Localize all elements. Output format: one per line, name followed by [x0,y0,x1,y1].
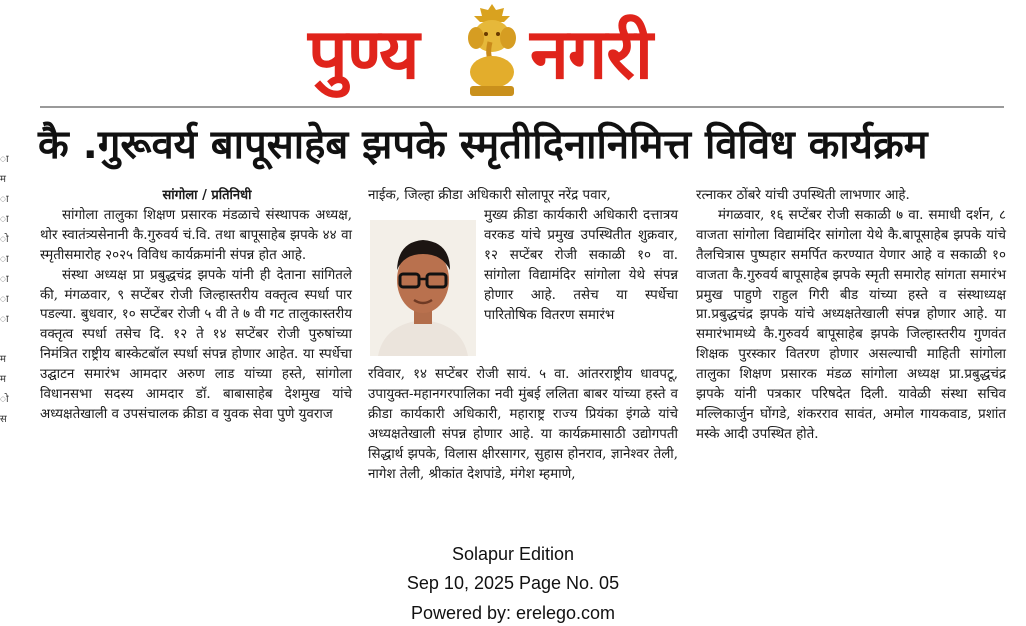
article-byline: सांगोला / प्रतिनिधी [162,188,252,203]
article-paragraph-2: संस्था अध्यक्ष प्रा प्रबुद्धचंद्र झपके यांनी ही देताना सांगितले की, मंगळवार, ९ सप्टेंबर रोजी जिल्हास्तरीय वक्तृत्व स्पर्धा पार पडल्या. बुधवार, १० सप्टेंबर रोजी ५ वी ते ७ वी गट तालुकास्तरीय वक्तृत्व स्पर्धा तसेच दि. १२ ते १४ सप्टेंबर रोजी पुरुषांच्या निमंत्रित राष्ट्रीय बास्केटबॉल स्पर्धा संपन्न होणार आहेत. या स्पर्धेचा उद्घाटन समारंभ आमदार अरुण लाड यांच्या हस्ते, सांगोला विधानसभा सदस्य आमदार डॉ. बाबासाहेब देशमुख यांचे अध्यक्षतेखाली व उपसंचालक क्रीडा व युवक सेवा पुणे युवराज [40,267,352,422]
adjacent-article-fragment: ो [0,394,9,405]
adjacent-article-fragment: ा [0,314,9,325]
article-column-3 [696,186,1006,445]
masthead-divider [40,106,1004,108]
article-column-2-first-line: नाईक, जिल्हा क्रीडा अधिकारी सोलापूर नरेंद्र पवार, [368,188,611,203]
adjacent-article-fragment [0,330,12,350]
article-column-1 [40,186,352,425]
article-column-2-beside-photo [484,206,678,325]
powered-by-link[interactable]: Powered by: erelego.com [410,603,616,623]
adjacent-article-fragment: म [0,354,6,365]
adjacent-article-fragment: म [0,374,6,385]
article-paragraph-1: सांगोला तालुका शिक्षण प्रसारक मंडळाचे संस्थापक अध्यक्ष, थोर स्वातंत्र्यसेनानी कै.गुरुवर्य चं.वि. तथा बापूसाहेब झपके ४४ वा स्मृतीसमारोह २०२५ विविध कार्यक्रमांनी संपन्न होत आहे. [40,207,352,263]
adjacent-article-fragment: ा [0,254,9,265]
adjacent-article-fragment: ा [0,214,9,225]
adjacent-article-fragment: ो [0,234,9,245]
article-column-2-bottom [368,365,678,484]
article-column-2-text: मुख्य क्रीडा कार्यकारी अधिकारी दत्तात्रय वरकड यांचे प्रमुख उपस्थितीत शुक्रवार, १२ सप्टेंबर रोजी सकाळी १० वा. सांगोला विद्यामंदिर सांगोला येथे संपन्न होणार आहे. तसेच या स्पर्धेचा पारितोषिक वितरण समारंभ [484,208,678,323]
adjacent-article-fragment: ा [0,294,9,305]
masthead [0,0,1026,108]
article-column-2-top [368,186,678,206]
adjacent-article-fragment: म [0,174,6,185]
portrait-photo [370,220,476,356]
portrait-image [370,220,476,356]
adjacent-article-strip [0,150,12,530]
article-paragraph-4: मंगळवार, १६ सप्टेंबर रोजी सकाळी ७ वा. समाधी दर्शन, ८ वाजता सांगोला विद्यामंदिर सांगोला येथे कै.बापूसाहेब झपके यांचे तैलचित्रास पुष्पहार समर्पित करण्यात येणार आहे व सकाळी १० वाजता कै.गुरुवर्य बापूसाहेब झपके स्मृती समारोह सांगता समारंभ प्रमुख पाहुणे राहुल गिरी बीड यांच्या हस्ते व संस्थाध्यक्ष प्रा.प्रबुद्धचंद्र झपके यांचे अध्यक्षतेखाली संपन्न होणार आहे. या समारंभामध्ये कै.गुरुवर्य बापूसाहेब झपके जिल्हास्तरीय गुणवंत शिक्षक पुरस्कार वितरण होणार असल्याची माहिती सांगोला तालुका शिक्षण प्रसारक मंडळ सांगोला अध्यक्ष प्रा.प्रबुद्धचंद्र झपके यांनी पत्रकार परिषदेत दिली. यावेळी संस्था सचिव मल्लिकार्जुन घोंगडे, शंकरराव सावंत, अमोल गायकवाड, प्रशांत मस्के आदी उपस्थित होते. [696,207,1006,442]
article-paragraph-3: रत्नाकर ठोंबरे यांची उपस्थिती लाभणार आहे. [696,188,910,203]
adjacent-article-fragment: ा [0,194,9,205]
masthead-name-right: नगरी [530,13,653,95]
adjacent-article-fragment: स [0,414,7,425]
article-column-2-continued: रविवार, १४ सप्टेंबर रोजी सायं. ५ वा. आंतरराष्ट्रीय धावपटू, उपायुक्त-महानगरपालिका नवी मुंबई ललिता बाबर यांच्या हस्ते व क्रीडा कार्यकारी अधिकारी, महाराष्ट्र राज्य प्रियंका इंगळे यांचे अध्यक्षतेखाली संपन्न होणार आहे. या कार्यक्रमासाठी उद्योगपती सिद्धार्थ झपके, विलास क्षीरसागर, सुहास होनराव, ज्ञानेश्वर तेली, नागेश तेली, श्रीकांत देशपांडे, मंगेश म्हमाणे, [368,367,678,482]
article-headline: कै .गुरूवर्य बापूसाहेब झपके स्मृतीदिनानिमित्त विविध कार्यक्रम [38,122,928,168]
ganesh-emblem-icon [460,2,524,100]
adjacent-article-fragment: ा [0,274,9,285]
edition-label: Solapur Edition [451,544,575,564]
date-page-label: Sep 10, 2025 Page No. 05 [406,573,620,593]
adjacent-article-fragment: ा [0,154,9,165]
masthead-name-left: पुण्य [308,13,419,95]
